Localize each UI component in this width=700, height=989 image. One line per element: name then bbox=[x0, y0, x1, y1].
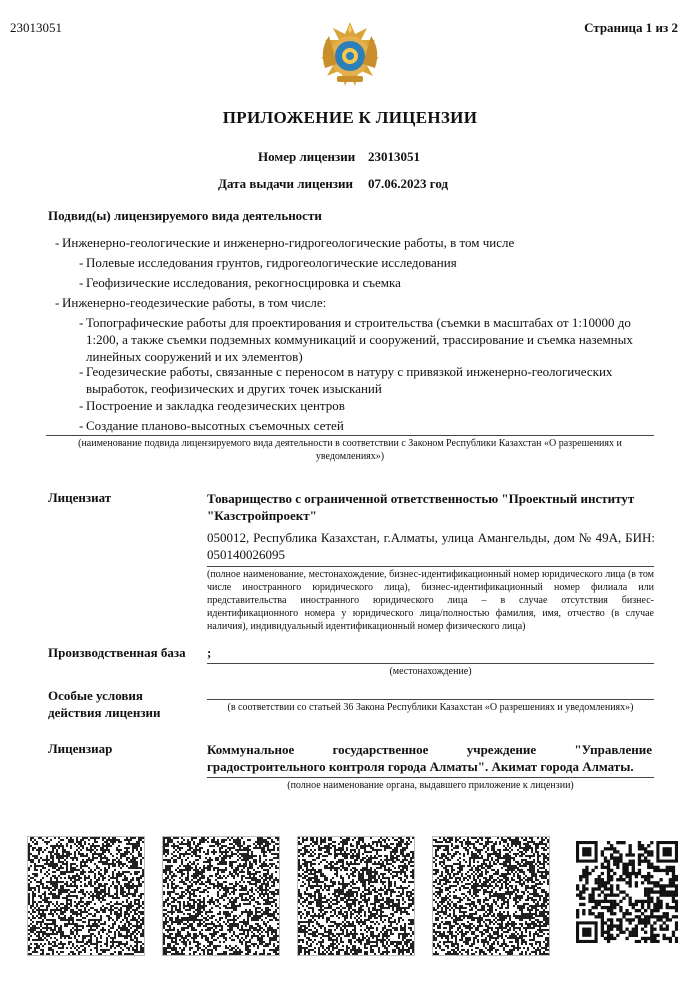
subtype-item: - Инженерно-геодезические работы, в том числе: bbox=[55, 295, 327, 310]
special-conditions-caption: (в соответствии со статьей 36 Закона Республики Казахстан «О разрешениях и уведомлениях») bbox=[227, 702, 634, 713]
divider bbox=[207, 663, 654, 664]
state-emblem-icon bbox=[315, 20, 385, 92]
divider bbox=[46, 435, 654, 436]
subtype-item: - Создание планово-высотных съемочных сетей bbox=[79, 418, 344, 433]
divider bbox=[207, 566, 654, 567]
subtype-item: - Топографические работы для проектирования и строительства (съемки в масштабах от 1:10000 до 1:200, а также съемки подземных коммуникаций и сооружений, трассирование и съемка наземных линейных сооружений и их элементов) bbox=[79, 315, 633, 364]
production-base-caption: (местонахождение) bbox=[389, 666, 472, 677]
licensor-caption: (полное наименование органа, выдавшего приложение к лицензии) bbox=[287, 780, 574, 791]
divider bbox=[207, 777, 654, 778]
license-date-value: 07.06.2023 год bbox=[368, 176, 449, 191]
special-conditions-label: Особые условия действия лицензии bbox=[48, 688, 161, 720]
licensor-name: Коммунальное государственное учреждение "Управление градостроительного контроля города Алматы". Акимат города Алматы. bbox=[207, 742, 652, 774]
subtype-item: - Полевые исследования грунтов, гидрогеологические исследования bbox=[79, 255, 457, 270]
subtype-item: - Геодезические работы, связанные с переносом в натуру с привязкой инженерно-геологических выработок, геофизических и других точек изысканий bbox=[79, 364, 613, 396]
subtypes-heading: Подвид(ы) лицензируемого вида деятельности bbox=[48, 208, 322, 223]
divider bbox=[207, 699, 654, 700]
licensee-address: 050012, Республика Казахстан, г.Алматы, улица Амангельды, дом № 49А, БИН: 050140026095 bbox=[207, 530, 655, 562]
barcode-icon bbox=[27, 836, 145, 956]
licensor-label: Лицензиар bbox=[48, 741, 113, 756]
license-number-value: 23013051 bbox=[368, 149, 420, 164]
subtype-item: - Построение и закладка геодезических центров bbox=[79, 398, 345, 413]
subtype-item: - Геофизические исследования, рекогносцировка и съемка bbox=[79, 275, 401, 290]
subtype-item: - Инженерно-геологические и инженерно-гидрогеологические работы, в том числе bbox=[55, 235, 515, 250]
barcode-icon bbox=[162, 836, 280, 956]
document-number: 23013051 bbox=[10, 20, 62, 35]
licensee-caption: (полное наименование, местонахождение, бизнес-идентификационный номер юридического лица (в том числе иностранного юридического лица), бизнес-идентификационный номер филиала или представительства иностранного юридического лица – в случае отсутствия бизнес-идентификационного номера у юридического лица/полностью фамилия, имя, отчество (в случае наличия), индивидуальный идентификационный номер физического лица) bbox=[207, 569, 654, 632]
page-title: ПРИЛОЖЕНИЕ К ЛИЦЕНЗИИ bbox=[222, 108, 478, 127]
barcode-icon bbox=[297, 836, 415, 956]
licensee-name: Товарищество с ограниченной ответственностью "Проектный институт "Казстройпроект" bbox=[207, 491, 635, 523]
barcode-icon bbox=[432, 836, 550, 956]
production-base-value: ; bbox=[207, 645, 212, 660]
production-base-label: Производственная база bbox=[48, 645, 186, 660]
license-date-label: Дата выдачи лицензии bbox=[218, 176, 353, 191]
page-info: Страница 1 из 2 bbox=[584, 20, 678, 35]
licensee-label: Лицензиат bbox=[48, 490, 112, 505]
subtypes-caption: (наименование подвида лицензируемого вида деятельности в соответствии с Законом Республики Казахстан «О разрешениях и уведомлениях») bbox=[78, 438, 622, 462]
license-number-label: Номер лицензии bbox=[258, 149, 356, 164]
qr-code-icon bbox=[576, 841, 678, 943]
